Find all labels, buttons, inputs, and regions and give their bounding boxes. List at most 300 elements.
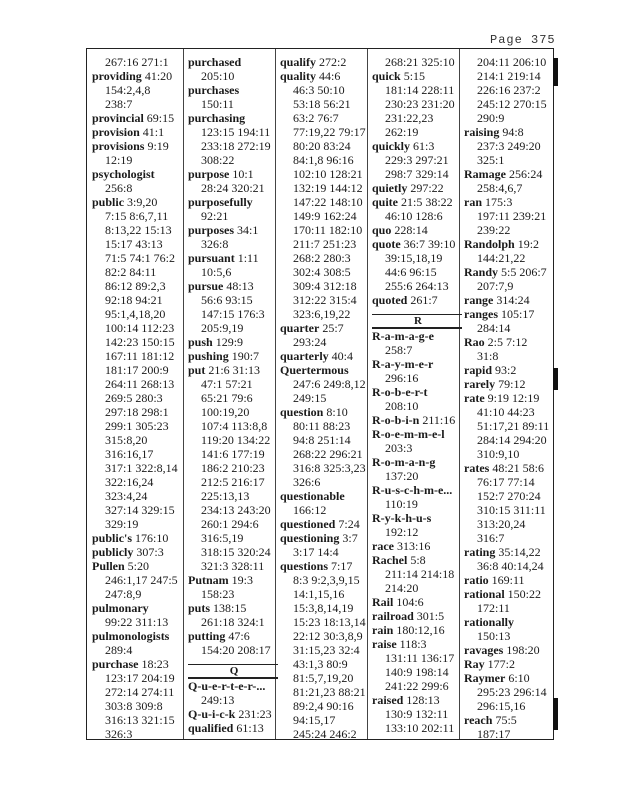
index-term: Ramage — [464, 167, 506, 181]
index-continuation — [188, 693, 278, 707]
index-continuation — [92, 503, 182, 517]
page-line-refs: 172:11 — [477, 601, 510, 615]
index-entry — [92, 559, 182, 573]
page-line-refs: 226:16 237:2 — [477, 83, 541, 97]
index-continuation — [92, 209, 182, 223]
page-line-refs: 47:1 57:21 — [201, 377, 253, 391]
page-line-refs: 1:11 — [234, 251, 259, 265]
index-term: purposefully — [188, 195, 253, 209]
index-term: questioning — [280, 531, 340, 545]
index-continuation — [92, 97, 182, 111]
index-term: push — [188, 335, 213, 349]
index-term: range — [464, 293, 494, 307]
index-entry — [372, 637, 462, 651]
index-continuation — [188, 391, 278, 405]
index-entry — [464, 265, 554, 279]
index-continuation — [92, 223, 182, 237]
index-continuation — [92, 699, 182, 713]
page-line-refs: 268:21 325:10 — [385, 55, 455, 69]
page-line-refs: 297:18 298:1 — [105, 405, 169, 419]
page-line-refs: 15:17 43:13 — [105, 237, 163, 251]
index-entry — [92, 531, 182, 545]
index-continuation — [280, 615, 370, 629]
index-continuation — [280, 209, 370, 223]
page-line-refs: 186:2 210:23 — [201, 461, 265, 475]
index-continuation — [464, 209, 554, 223]
index-continuation — [280, 97, 370, 111]
page-line-refs: 7:24 — [335, 517, 360, 531]
page-line-refs: 231:23 — [235, 707, 272, 721]
page-line-refs: 246:1,17 247:5 — [105, 573, 178, 587]
page-line-refs: 81:21,23 88:21 — [293, 685, 366, 699]
index-term: R-a-m-a-g-e — [372, 329, 434, 343]
page-line-refs: 93:2 — [492, 363, 517, 377]
page-line-refs: 154:20 208:17 — [201, 643, 271, 657]
section-gap — [188, 657, 278, 664]
index-continuation — [372, 209, 462, 223]
index-entry — [188, 679, 278, 693]
index-entry — [464, 643, 554, 657]
index-entry — [188, 601, 278, 615]
page-line-refs: 310:9,10 — [477, 447, 520, 461]
page-number: Page 375 — [490, 33, 556, 47]
index-continuation — [280, 153, 370, 167]
page-line-refs: 36:7 39:10 — [400, 237, 456, 251]
index-continuation — [92, 251, 182, 265]
index-term: Rail — [372, 595, 394, 609]
page-line-refs: 9:19 — [144, 139, 169, 153]
index-continuation — [92, 671, 182, 685]
index-entry — [92, 139, 182, 153]
page-line-refs: 15:3,8,14,19 — [293, 601, 354, 615]
index-continuation — [372, 679, 462, 693]
page-line-refs: 80:20 83:24 — [293, 139, 351, 153]
page-line-refs: 323:4,24 — [105, 489, 148, 503]
page-line-refs: 301:5 — [413, 609, 445, 623]
index-continuation — [280, 111, 370, 125]
index-continuation — [280, 629, 370, 643]
index-term: pulmonary — [92, 601, 149, 615]
index-term: qualify — [280, 55, 317, 69]
page-line-refs: 258:7 — [385, 343, 413, 357]
page-line-refs: 150:11 — [201, 97, 234, 111]
index-continuation — [188, 531, 278, 545]
index-term: psychologist — [92, 167, 155, 181]
index-continuation — [464, 139, 554, 153]
index-continuation — [280, 475, 370, 489]
page-line-refs: 208:10 — [385, 399, 419, 413]
page-line-refs: 71:5 74:1 76:2 — [105, 251, 176, 265]
index-entry — [372, 455, 462, 469]
page-line-refs: 138:15 — [210, 601, 247, 615]
index-entry — [188, 349, 278, 363]
index-entry — [464, 657, 554, 671]
page-line-refs: 303:8 309:8 — [105, 699, 163, 713]
index-continuation — [280, 139, 370, 153]
index-entry — [464, 125, 554, 139]
index-continuation — [188, 307, 278, 321]
index-continuation — [188, 419, 278, 433]
index-continuation — [464, 111, 554, 125]
index-continuation — [372, 167, 462, 181]
page-line-refs: 316:13 321:15 — [105, 713, 175, 727]
index-entry — [188, 167, 278, 181]
index-term: rationally — [464, 615, 514, 629]
index-entry — [92, 545, 182, 559]
index-entry — [464, 615, 554, 629]
index-continuation — [372, 581, 462, 595]
page-line-refs: 5:5 206:7 — [498, 265, 547, 279]
page-line-refs: 181:14 228:11 — [385, 83, 455, 97]
page-line-refs: 247:6 249:8,12 — [293, 377, 366, 391]
index-entry — [92, 657, 182, 671]
index-continuation — [372, 153, 462, 167]
index-continuation — [464, 153, 554, 167]
index-continuation — [92, 685, 182, 699]
index-continuation — [280, 433, 370, 447]
index-continuation — [280, 83, 370, 97]
index-continuation — [372, 371, 462, 385]
page-line-refs: 25:7 — [319, 321, 344, 335]
page-line-refs: 329:19 — [105, 517, 139, 531]
page-line-refs: 8:10 — [323, 405, 348, 419]
index-term: railroad — [372, 609, 414, 623]
page-line-refs: 77:19,22 79:17 — [293, 125, 366, 139]
index-continuation — [280, 251, 370, 265]
page-line-refs: 204:11 206:10 — [477, 55, 547, 69]
page-line-refs: 203:3 — [385, 441, 413, 455]
index-entry — [188, 363, 278, 377]
index-entry — [372, 483, 462, 497]
page-line-refs: 169:11 — [488, 573, 525, 587]
page-line-refs: 107:4 113:8,8 — [201, 419, 268, 433]
page-line-refs: 34:1 — [234, 223, 259, 237]
index-continuation — [280, 195, 370, 209]
page-line-refs: 137:20 — [385, 469, 419, 483]
page-line-refs: 284:14 294:20 — [477, 433, 547, 447]
page-line-refs: 5:20 — [124, 559, 150, 573]
page-line-refs: 92:21 — [201, 209, 229, 223]
page-line-refs: 312:22 315:4 — [293, 293, 357, 307]
page-line-refs: 69:15 — [143, 111, 175, 125]
index-continuation — [280, 601, 370, 615]
page-line-refs: 7:17 — [328, 559, 353, 573]
page-line-refs: 14:1,15,16 — [293, 587, 345, 601]
page-line-refs: 61:3 — [410, 139, 435, 153]
index-term: provision — [92, 125, 140, 139]
index-continuation — [92, 321, 182, 335]
page-line-refs: 80:11 88:23 — [293, 419, 351, 433]
page-line-refs: 211:7 251:23 — [293, 237, 357, 251]
index-entry — [464, 363, 554, 377]
index-term: ranges — [464, 307, 498, 321]
page-line-refs: 289:4 — [105, 643, 133, 657]
index-continuation — [464, 433, 554, 447]
index-term: quick — [372, 69, 401, 83]
index-term: ran — [464, 195, 482, 209]
index-continuation — [372, 707, 462, 721]
page-line-refs: 239:22 — [477, 223, 511, 237]
index-term: Q-u-e-r-t-e-r-... — [188, 679, 266, 693]
index-continuation — [92, 643, 182, 657]
page-line-refs: 272:14 274:11 — [105, 685, 175, 699]
index-continuation — [188, 139, 278, 153]
index-continuation — [464, 251, 554, 265]
index-entry — [372, 293, 462, 307]
page-line-refs: 36:8 40:14,24 — [477, 559, 544, 573]
page-line-refs: 258:4,6,7 — [477, 181, 523, 195]
index-continuation — [92, 181, 182, 195]
index-entry — [464, 671, 554, 685]
page-line-refs: 247:8,9 — [105, 587, 142, 601]
index-continuation — [464, 531, 554, 545]
index-term: rain — [372, 623, 394, 637]
index-entry — [92, 629, 182, 643]
index-term: Rao — [464, 335, 485, 349]
page-line-refs: 176:10 — [132, 531, 169, 545]
index-continuation — [92, 489, 182, 503]
page-line-refs: 326:3 — [105, 727, 133, 741]
index-entry — [188, 629, 278, 643]
index-continuation — [464, 419, 554, 433]
index-continuation — [280, 307, 370, 321]
index-continuation — [92, 265, 182, 279]
page-line-refs: 5:8 — [407, 553, 426, 567]
page-line-refs: 318:15 320:24 — [201, 545, 271, 559]
page-line-refs: 119:20 134:22 — [201, 433, 271, 447]
page-line-refs: 177:2 — [484, 657, 516, 671]
page-line-refs: 3:17 14:4 — [293, 545, 339, 559]
index-term: quality — [280, 69, 317, 83]
index-term: quo — [372, 223, 392, 237]
index-continuation — [280, 503, 370, 517]
index-term: putting — [188, 629, 226, 643]
index-continuation — [372, 125, 462, 139]
index-continuation — [464, 559, 554, 573]
index-continuation — [464, 321, 554, 335]
index-continuation — [372, 111, 462, 125]
index-continuation — [372, 441, 462, 455]
page-line-refs: 321:3 328:11 — [201, 559, 265, 573]
page-line-refs: 104:6 — [393, 595, 424, 609]
index-continuation — [188, 125, 278, 139]
index-column-4 — [372, 55, 462, 735]
index-term: R-o-b-e-r-t — [372, 385, 428, 399]
index-term: pursue — [188, 279, 224, 293]
section-letter-header: Q — [188, 664, 278, 679]
index-term: Putnam — [188, 573, 229, 587]
index-continuation — [280, 657, 370, 671]
page-line-refs: 129:9 — [212, 335, 244, 349]
index-term: quietly — [372, 181, 408, 195]
index-continuation — [372, 343, 462, 357]
page-line-refs: 41:20 — [141, 69, 173, 83]
index-continuation — [92, 83, 182, 97]
page-line-refs: 31:15,23 32:4 — [293, 643, 360, 657]
page-line-refs: 234:13 243:20 — [201, 503, 271, 517]
index-entry — [188, 195, 278, 209]
page-line-refs: 170:11 182:10 — [293, 223, 363, 237]
page-line-refs: 44:6 96:15 — [385, 265, 437, 279]
index-continuation — [92, 349, 182, 363]
index-continuation — [280, 265, 370, 279]
index-term: rational — [464, 587, 505, 601]
index-term: Randolph — [464, 237, 515, 251]
page-line-refs: 7:15 8:6,7,11 — [105, 209, 169, 223]
index-entry — [464, 461, 554, 475]
page-line-refs: 313:16 — [393, 539, 431, 553]
index-continuation — [92, 237, 182, 251]
index-entry — [372, 357, 462, 371]
page-line-refs: 207:7,9 — [477, 279, 514, 293]
index-continuation — [188, 209, 278, 223]
page-line-refs: 261:18 324:1 — [201, 615, 265, 629]
index-entry — [188, 707, 278, 721]
page-line-refs: 167:11 181:12 — [105, 349, 175, 363]
index-continuation — [372, 399, 462, 413]
page-line-refs: 309:4 312:18 — [293, 279, 357, 293]
index-continuation — [280, 671, 370, 685]
index-entry — [372, 427, 462, 441]
index-entry — [464, 587, 554, 601]
page-line-refs: 110:19 — [385, 497, 418, 511]
index-entry — [188, 335, 278, 349]
page-line-refs: 316:5,19 — [201, 531, 244, 545]
index-continuation — [372, 567, 462, 581]
index-term: rates — [464, 461, 490, 475]
page-line-refs: 214:1 219:14 — [477, 69, 541, 83]
index-term: purchases — [188, 83, 240, 97]
index-continuation — [188, 447, 278, 461]
page-line-refs: 94:8 251:14 — [293, 433, 351, 447]
index-continuation — [188, 615, 278, 629]
page-line-refs: 44:6 — [316, 69, 341, 83]
page-line-refs: 10:1 — [229, 167, 254, 181]
index-continuation — [92, 363, 182, 377]
index-continuation — [92, 447, 182, 461]
index-continuation — [464, 489, 554, 503]
page-line-refs: 105:17 — [498, 307, 535, 321]
page-line-refs: 21:5 38:22 — [398, 195, 453, 209]
page-line-refs: 264:11 268:13 — [105, 377, 175, 391]
page-line-refs: 268:2 280:3 — [293, 251, 351, 265]
index-entry — [372, 139, 462, 153]
page-line-refs: 314:24 — [493, 293, 530, 307]
page-line-refs: 211:16 — [419, 413, 456, 427]
page-line-refs: 310:15 311:11 — [477, 503, 546, 517]
index-continuation — [92, 587, 182, 601]
index-entry — [464, 545, 554, 559]
page-line-refs: 293:24 — [293, 335, 327, 349]
page-line-refs: 181:17 200:9 — [105, 363, 169, 377]
index-entry — [188, 573, 278, 587]
index-entry — [372, 623, 462, 637]
page-line-refs: 308:22 — [201, 153, 235, 167]
index-term: ratio — [464, 573, 489, 587]
index-entry — [188, 55, 278, 69]
index-entry — [372, 195, 462, 209]
index-entry — [188, 111, 278, 125]
page-line-refs: 229:3 297:21 — [385, 153, 449, 167]
index-continuation — [464, 279, 554, 293]
index-continuation — [188, 405, 278, 419]
index-continuation — [464, 475, 554, 489]
page-line-refs: 228:14 — [391, 223, 428, 237]
index-term: rapid — [464, 363, 493, 377]
index-continuation — [92, 377, 182, 391]
index-entry — [372, 413, 462, 427]
index-continuation — [280, 293, 370, 307]
index-continuation — [280, 419, 370, 433]
page-line-refs: 53:18 56:21 — [293, 97, 351, 111]
page-line-refs: 79:12 — [495, 377, 526, 391]
page-line-refs: 230:23 231:20 — [385, 97, 455, 111]
page-line-refs: 237:3 249:20 — [477, 139, 541, 153]
index-continuation — [280, 685, 370, 699]
index-continuation — [188, 377, 278, 391]
index-term: rarely — [464, 377, 496, 391]
index-continuation — [280, 237, 370, 251]
page-line-refs: 65:21 79:6 — [201, 391, 253, 405]
index-continuation — [92, 475, 182, 489]
index-continuation — [464, 181, 554, 195]
page-line-refs: 192:12 — [385, 525, 419, 539]
index-continuation — [464, 517, 554, 531]
index-continuation — [280, 125, 370, 139]
page-line-refs: 102:10 128:21 — [293, 167, 363, 181]
index-continuation — [372, 651, 462, 665]
index-continuation — [188, 517, 278, 531]
page-line-refs: 214:20 — [385, 581, 419, 595]
page-line-refs: 132:19 144:12 — [293, 181, 363, 195]
index-continuation — [372, 665, 462, 679]
index-continuation — [280, 573, 370, 587]
index-term: quickly — [372, 139, 411, 153]
index-continuation — [188, 475, 278, 489]
index-term: question — [280, 405, 324, 419]
page-line-refs: 313:20,24 — [477, 517, 526, 531]
index-continuation — [188, 237, 278, 251]
page-line-refs: 296:15,16 — [477, 699, 526, 713]
page-line-refs: 47:6 — [225, 629, 250, 643]
index-continuation — [188, 489, 278, 503]
index-entry — [92, 167, 182, 181]
index-entry — [372, 329, 462, 343]
index-entry — [464, 167, 554, 181]
page-line-refs: 48:21 58:6 — [489, 461, 544, 475]
index-entry — [372, 539, 462, 553]
index-continuation — [92, 727, 182, 741]
page-line-refs: 233:18 272:19 — [201, 139, 271, 153]
page-line-refs: 245:12 270:15 — [477, 97, 547, 111]
index-entry — [372, 609, 462, 623]
index-term: Randy — [464, 265, 499, 279]
index-continuation — [92, 335, 182, 349]
index-continuation — [92, 279, 182, 293]
page-line-refs: 241:22 299:6 — [385, 679, 449, 693]
index-continuation — [280, 727, 370, 741]
page-line-refs: 255:6 264:13 — [385, 279, 449, 293]
page-line-refs: 19:2 — [514, 237, 540, 251]
page-line-refs: 131:11 136:17 — [385, 651, 455, 665]
index-entry — [92, 125, 182, 139]
index-term: provincial — [92, 111, 144, 125]
page-line-refs: 10:5,6 — [201, 265, 232, 279]
page-line-refs: 99:22 311:13 — [105, 615, 169, 629]
page-line-refs: 272:2 — [316, 55, 347, 69]
page-line-refs: 6:10 — [505, 671, 530, 685]
page-line-refs: 100:19,20 — [201, 405, 250, 419]
